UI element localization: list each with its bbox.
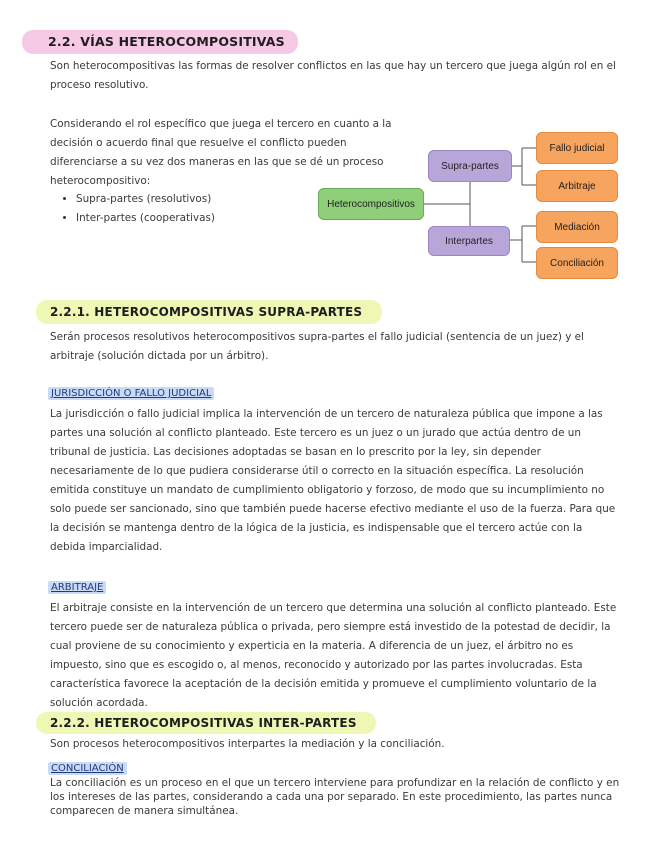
node-heterocompositivos: Heterocompositivos [318,188,424,220]
section-2-2-2-intro: Son procesos heterocompositivos interpartes la mediación y la conciliación. [50,738,445,750]
jurisdiccion-subheading: JURISDICCIÓN O FALLO JUDICIAL [48,387,214,400]
section-2-2-detail: Considerando el rol específico que juega el tercero en cuanto a la decisión o acuerdo final que resuelve el conflicto pueden diferenciarse a su vez dos maneras en las que se dé un proceso heterocompositivo: [50,118,392,187]
arbitraje-text: El arbitraje consiste en la intervención de un tercero que determina una solución al conflicto planteado. Este tercero puede ser de naturaleza pública o privada, pero siempre está investido de la potestad de decidir, la cual proviene de su conocimiento y experticia en la materia. A diferencia de un juez, el árbitro no es impuesto, sino que es escogido o, al menos, reconocido y autorizado por las partes involucradas. Esta característica favorece la aceptación de la decisión emitida y promueve el cumplimiento voluntario de la solución acordada. [50,602,617,709]
jurisdiccion-text: La jurisdicción o fallo judicial implica la intervención de un tercero de naturaleza pública que impone a las partes una solución al conflicto planteado. Este tercero es un juez o un jurado que actúa dentro de un tribunal de justicia. Las decisiones adoptadas se basan en lo prescrito por la ley, sin depender necesariamente de lo que pudiera considerarse útil o correcto en la situación específica. La resolución emitida constituye un mandato de cumplimiento obligatorio y forzoso, de modo que su incumplimiento no solo puede ser sancionado, sino que también puede hacerse efectivo mediante el uso de la fuerza. Para que la decisión se mantenga dentro de la lógica de la justicia, es indispensable que el tercero actúe con la debida imparcialidad. [50,408,616,553]
node-mediacion: Mediación [536,211,618,243]
node-interpartes: Interpartes [428,226,510,256]
node-supra-partes: Supra-partes [428,150,512,182]
node-arbitraje: Arbitraje [536,170,618,202]
section-2-2-1-intro: Serán procesos resolutivos heterocompositivos supra-partes el fallo judicial (sentencia de un juez) y el arbitraje (solución dictada por un árbitro). [50,331,584,362]
node-conciliacion: Conciliación [536,247,618,279]
bullet-supra-partes: • Supra-partes (resolutivos) [76,190,316,209]
node-fallo-judicial: Fallo judicial [536,132,618,164]
section-2-2-1-heading: 2.2.1. HETEROCOMPOSITIVAS SUPRA-PARTES [36,300,382,324]
conciliacion-subheading: CONCILIACIÓN [48,762,127,775]
bullet-inter-partes: • Inter-partes (cooperativas) [76,209,316,228]
section-2-2-heading: 2.2. VÍAS HETEROCOMPOSITIVAS [22,30,298,54]
conciliacion-text: La conciliación es un proceso en el que un tercero interviene para profundizar en la relación de conflicto y en los intereses de las partes, considerando a cada una por separado. En este procedimiento, las partes nunca comparecen de manera simultánea. [50,777,620,817]
heterocompositivos-diagram [0,0,656,300]
arbitraje-subheading: ARBITRAJE [48,581,106,594]
section-2-2-2-heading: 2.2.2. HETEROCOMPOSITIVAS INTER-PARTES [36,712,376,734]
section-2-2-intro: Son heterocompositivas las formas de resolver conflictos en las que hay un tercero que juega algún rol en el proceso resolutivo. [50,60,616,91]
